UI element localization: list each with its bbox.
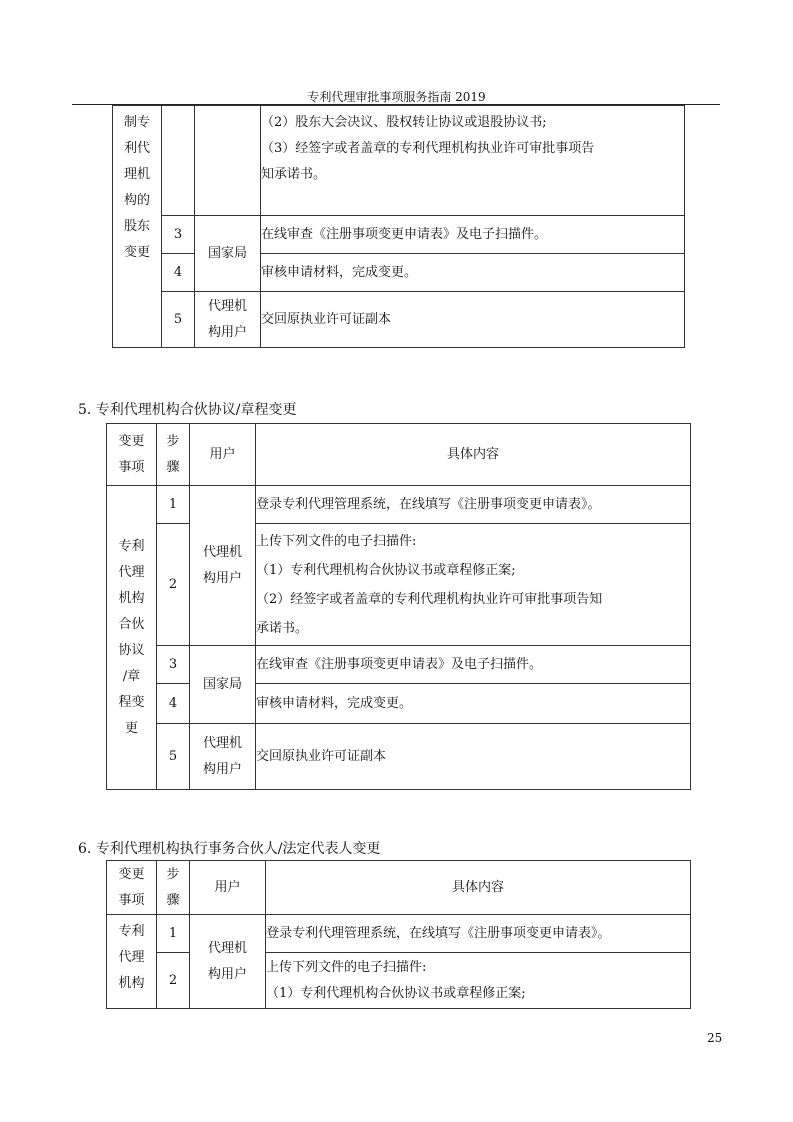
step-cell: 1 — [157, 915, 190, 953]
section-5-title: 5. 专利代理机构合伙协议/章程变更 — [78, 402, 297, 418]
content-cell: 审核申请材料，完成变更。 — [261, 254, 685, 292]
content-cell: 登录专利代理管理系统，在线填写《注册事项变更申请表》。 — [256, 486, 691, 524]
step-cell: 4 — [157, 684, 190, 724]
header-user: 用户 — [190, 861, 266, 915]
content-cell: （2）股东大会决议、股权转让协议或退股协议书; （3）经签字或者盖章的专利代理机构执业许可审批事项告 知承诺书。 — [261, 106, 685, 216]
page-number: 25 — [707, 1031, 723, 1045]
step-cell: 2 — [157, 524, 190, 646]
content-cell: 登录专利代理管理系统，在线填写《注册事项变更申请表》。 — [266, 915, 691, 953]
user-cell: 代理机 构用户 — [190, 724, 256, 790]
content-cell: 在线审查《注册事项变更申请表》及电子扫描件。 — [261, 216, 685, 254]
step-cell: 3 — [157, 646, 190, 684]
header-user: 用户 — [190, 424, 256, 486]
page-header: 专利代理审批事项服务指南 2019 — [307, 90, 486, 104]
content-cell: 交回原执业许可证副本 — [256, 724, 691, 790]
header-content: 具体内容 — [256, 424, 691, 486]
item-cell: 制专 利代 理机 构的 股东 变更 — [113, 106, 162, 348]
user-cell: 国家局 — [195, 216, 261, 292]
content-cell: 上传下列文件的电子扫描件: （1）专利代理机构合伙协议书或章程修正案; — [266, 953, 691, 1009]
step-cell — [162, 106, 195, 216]
step-cell: 4 — [162, 254, 195, 292]
step-cell: 5 — [162, 292, 195, 348]
section-6-title: 6. 专利代理机构执行事务合伙人/法定代表人变更 — [78, 841, 381, 857]
user-cell: 国家局 — [190, 646, 256, 724]
table-continued — [112, 105, 685, 348]
header-step: 步 骤 — [157, 424, 190, 486]
item-cell: 专利 代理 机构 — [107, 915, 157, 1009]
content-cell: 在线审查《注册事项变更申请表》及电子扫描件。 — [256, 646, 691, 684]
content-cell: 上传下列文件的电子扫描件: （1）专利代理机构合伙协议书或章程修正案; （2）经签字或者盖章的专利代理机构执业许可审批事项告知 承诺书。 — [256, 524, 691, 646]
table-section-6 — [106, 860, 691, 1009]
header-item: 变更 事项 — [107, 424, 157, 486]
user-cell — [195, 106, 261, 216]
table-section-5 — [106, 423, 691, 790]
user-cell: 代理机 构用户 — [190, 915, 266, 1009]
user-cell: 代理机 构用户 — [195, 292, 261, 348]
step-cell: 1 — [157, 486, 190, 524]
header-content: 具体内容 — [266, 861, 691, 915]
step-cell: 2 — [157, 953, 190, 1009]
header-step: 步 骤 — [157, 861, 190, 915]
header-item: 变更 事项 — [107, 861, 157, 915]
item-cell: 专利 代理 机构 合伙 协议 /章 程变 更 — [107, 486, 157, 790]
step-cell: 5 — [157, 724, 190, 790]
user-cell: 代理机 构用户 — [190, 486, 256, 646]
content-cell: 交回原执业许可证副本 — [261, 292, 685, 348]
step-cell: 3 — [162, 216, 195, 254]
content-cell: 审核申请材料，完成变更。 — [256, 684, 691, 724]
